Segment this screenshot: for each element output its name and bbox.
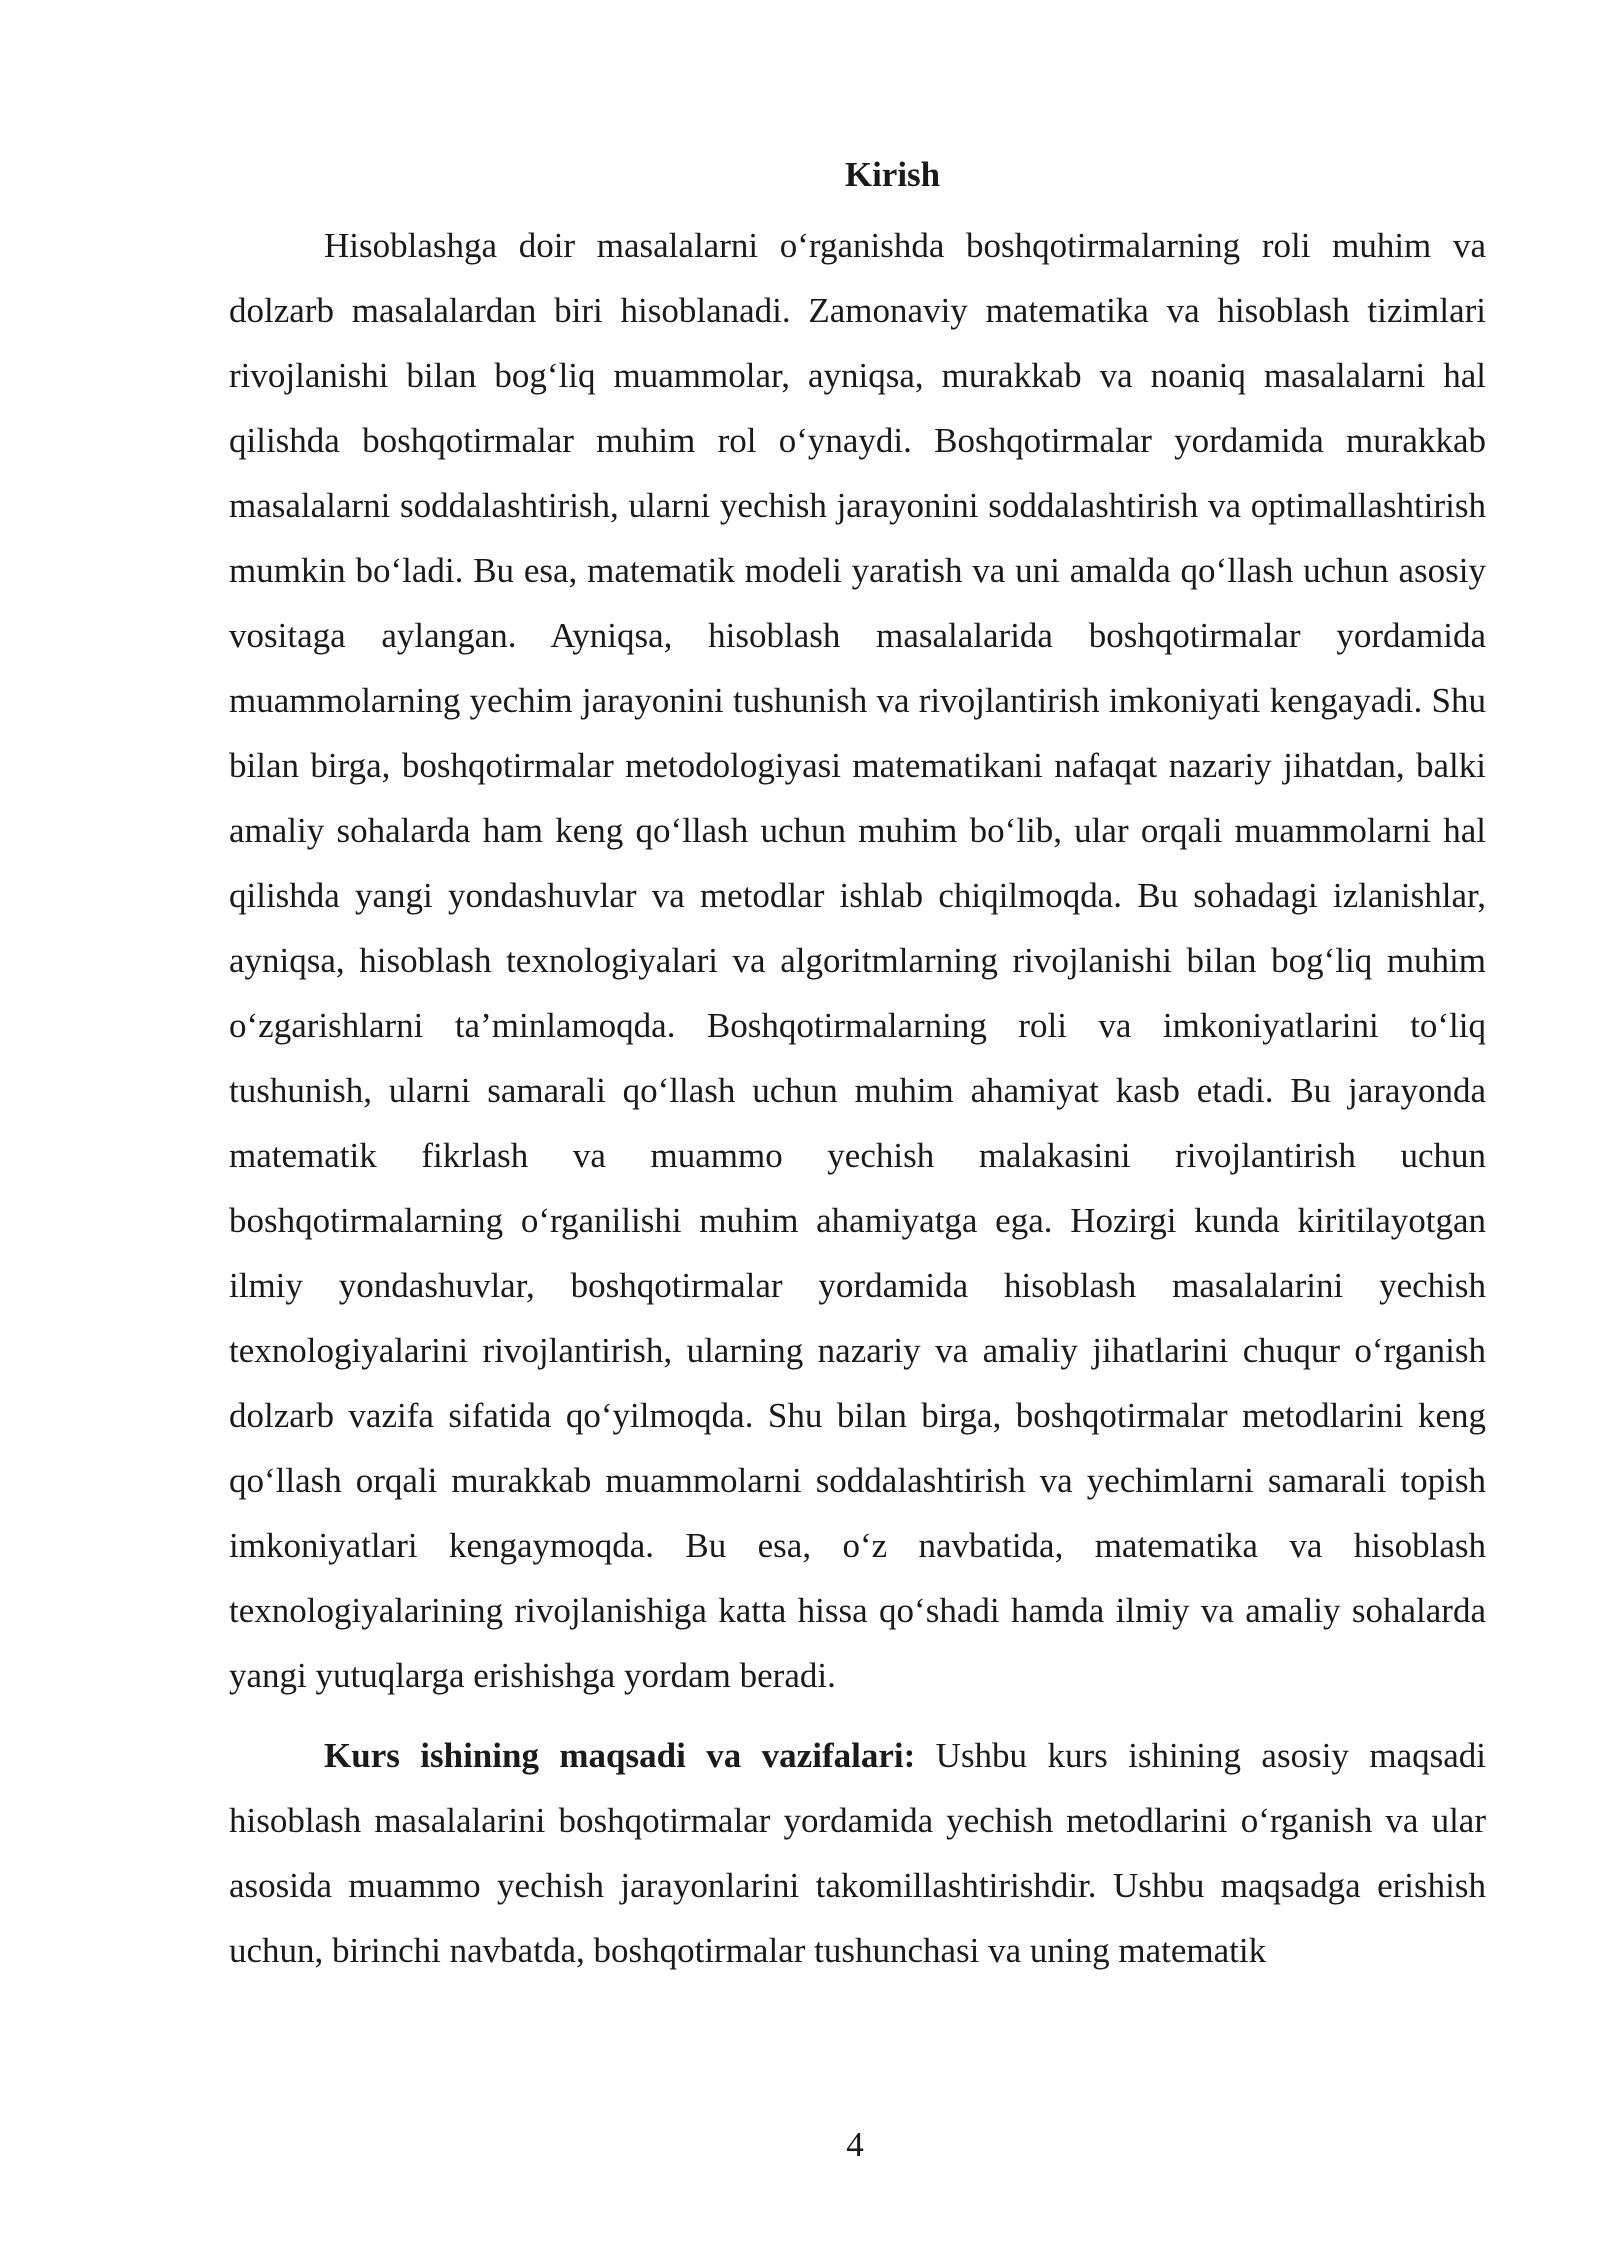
goals-paragraph: [229, 1723, 1486, 1983]
goals-paragraph-heading: Kurs ishining maqsadi va vazifalari:: [324, 1736, 916, 1775]
page-number: 4: [846, 2125, 864, 2164]
section-title: Kirish: [844, 155, 941, 194]
intro-paragraph: [229, 213, 1486, 1708]
goals-paragraph-text: Ushbu kurs ishining asosiy maqsadi hisoblash masalalarini boshqotirmalar yordamida yechish metodlarini o‘rganish va ular asosida muammo yechish jarayonlarini takomillashtirishdir. Ushbu maqsadga erishish uchun, birinchi navbatda, boshqotirmalar tushunchasi va uning matematik: [229, 1736, 1486, 1970]
intro-paragraph-text: Hisoblashga doir masalalarni o‘rganishda boshqotirmalarning roli muhim va dolzarb masalalardan biri hisoblanadi. Zamonaviy matematika va hisoblash tizimlari rivojlanishi bilan bog‘liq muammolar, ayniqsa, murakkab va noaniq masalalarni hal qilishda boshqotirmalar muhim rol o‘ynaydi. Boshqotirmalar yordamida murakkab masalalarni soddalashtirish, ularni yechish jarayonini soddalashtirish va optimallashtirish mumkin bo‘ladi. Bu esa, matematik modeli yaratish va uni amalda qo‘llash uchun asosiy vositaga aylangan. Ayniqsa, hisoblash masalalarida boshqotirmalar yordamida muammolarning yechim jarayonini tushunish va rivojlantirish imkoniyati kengayadi. Shu bilan birga, boshqotirmalar metodologiyasi matematikani nafaqat nazariy jihatdan, balki amaliy sohalarda ham keng qo‘llash uchun muhim bo‘lib, ular orqali muammolarni hal qilishda yangi yondashuvlar va metodlar ishlab chiqilmoqda. Bu sohadagi izlanishlar, ayniqsa, hisoblash texnologiyalari va algoritmlarning rivojlanishi bilan bog‘liq muhim o‘zgarishlarni ta’minlamoqda. Boshqotirmalarning roli va imkoniyatlarini to‘liq tushunish, ularni samarali qo‘llash uchun muhim ahamiyat kasb etadi. Bu jarayonda matematik fikrlash va muammo yechish malakasini rivojlantirish uchun boshqotirmalarning o‘rganilishi muhim ahamiyatga ega. Hozirgi kunda kiritilayotgan ilmiy yondashuvlar, boshqotirmalar yordamida hisoblash masalalarini yechish texnologiyalarini rivojlantirish, ularning nazariy va amaliy jihatlarini chuqur o‘rganish dolzarb vazifa sifatida qo‘yilmoqda. Shu bilan birga, boshqotirmalar metodlarini keng qo‘llash orqali murakkab muammolarni soddalashtirish va yechimlarni samarali topish imkoniyatlari kengaymoqda. Bu esa, o‘z navbatida, matematika va hisoblash texnologiyalarining rivojlanishiga katta hissa qo‘shadi hamda ilmiy va amaliy sohalarda yangi yutuqlarga erishishga yordam beradi.: [229, 226, 1486, 1695]
document-page: [229, 150, 1486, 1983]
